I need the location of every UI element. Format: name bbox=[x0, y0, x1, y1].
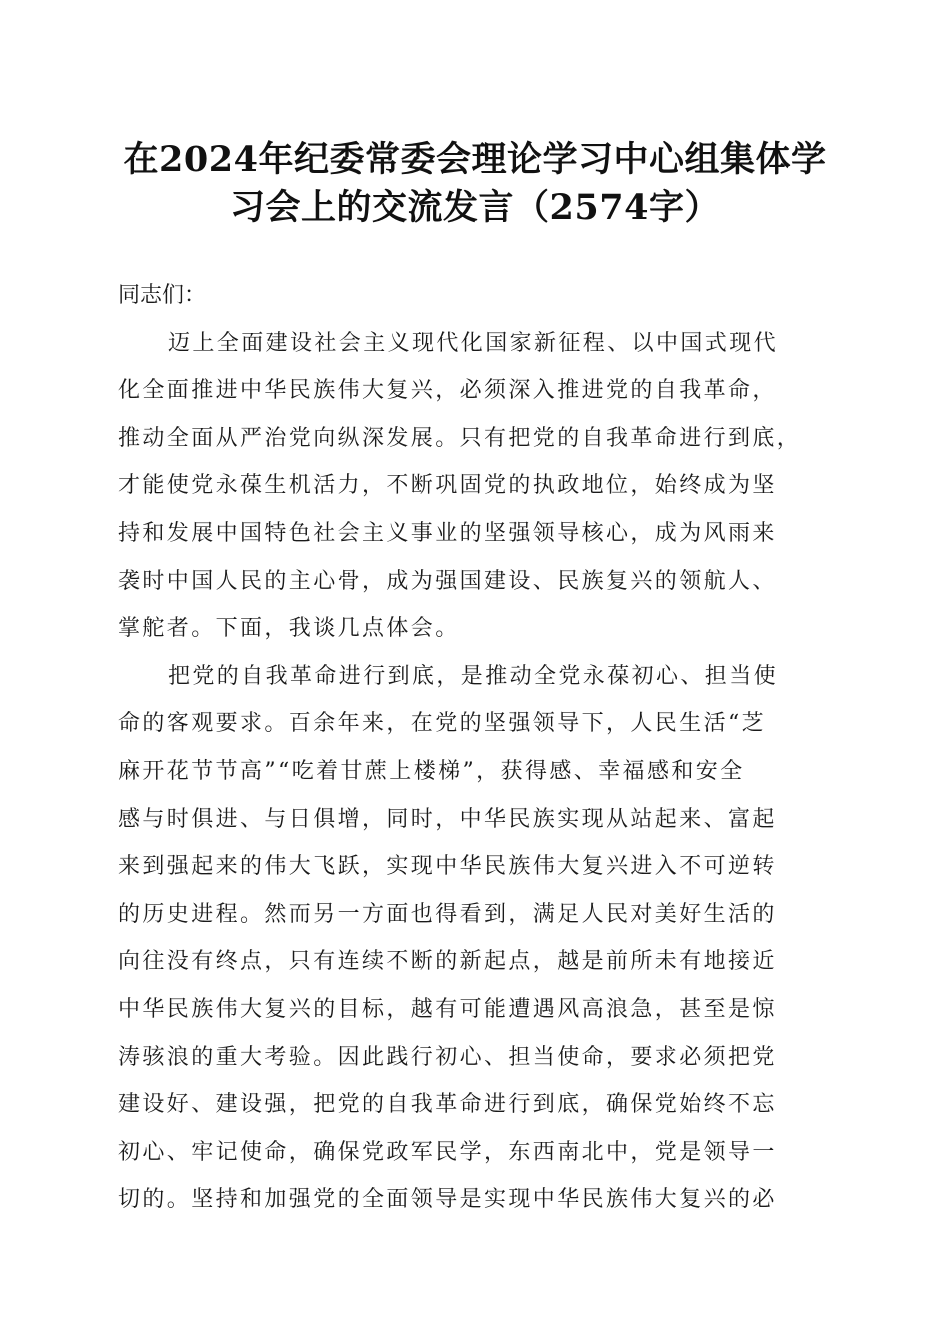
paragraph-line: 初心、牢记使命，确保党政军民学，东西南北中，党是领导一 bbox=[118, 1139, 777, 1165]
paragraph-line: 切的。坚持和加强党的全面领导是实现中华民族伟大复兴的必 bbox=[118, 1187, 777, 1213]
paragraph-line: 向往没有终点，只有连续不断的新起点，越是前所未有地接近 bbox=[118, 949, 777, 975]
paragraph-line: 中华民族伟大复兴的目标，越有可能遭遇风高浪急，甚至是惊 bbox=[118, 996, 777, 1022]
paragraph-line: 迈上全面建设社会主义现代化国家新征程、以中国式现代 bbox=[168, 330, 779, 356]
paragraph-line: 推动全面从严治党向纵深发展。只有把党的自我革命进行到底， bbox=[118, 425, 802, 451]
document-body bbox=[118, 272, 832, 1224]
paragraph-line: 的历史进程。然而另一方面也得看到，满足人民对美好生活的 bbox=[118, 901, 777, 927]
paragraph-line: 把党的自我革命进行到底，是推动全党永葆初心、担当使 bbox=[168, 663, 779, 689]
document-title bbox=[100, 136, 850, 232]
title-line: 在2024年纪委常委会理论学习中心组集体学 bbox=[123, 139, 827, 180]
paragraph-line: 感与时俱进、与日俱增，同时，中华民族实现从站起来、富起 bbox=[118, 806, 777, 832]
paragraph-line: 袭时中国人民的主心骨，成为强国建设、民族复兴的领航人、 bbox=[118, 568, 777, 594]
paragraph-line: 掌舵者。下面，我谈几点体会。 bbox=[118, 616, 460, 642]
paragraph-line: 持和发展中国特色社会主义事业的坚强领导核心，成为风雨来 bbox=[118, 520, 777, 546]
paragraph-line: 来到强起来的伟大飞跃，实现中华民族伟大复兴进入不可逆转 bbox=[118, 854, 777, 880]
paragraph-line: 涛骇浪的重大考验。因此践行初心、担当使命，要求必须把党 bbox=[118, 1044, 777, 1070]
paragraph-line: 命的客观要求。百余年来，在党的坚强领导下，人民生活“芝 bbox=[118, 711, 767, 737]
paragraph-line: 麻开花节节高”“吃着甘蔗上楼梯”，获得感、幸福感和安全 bbox=[118, 758, 745, 784]
paragraph-2 bbox=[118, 653, 832, 1224]
salutation: 同志们： bbox=[118, 283, 207, 308]
paragraph-line: 才能使党永葆生机活力，不断巩固党的执政地位，始终成为坚 bbox=[118, 473, 777, 499]
paragraph-line: 化全面推进中华民族伟大复兴，必须深入推进党的自我革命， bbox=[118, 378, 777, 404]
paragraph-line: 建设好、建设强，把党的自我革命进行到底，确保党始终不忘 bbox=[118, 1092, 777, 1118]
title-line: 习会上的交流发言（2574字） bbox=[230, 187, 720, 228]
paragraph-1 bbox=[118, 320, 832, 653]
